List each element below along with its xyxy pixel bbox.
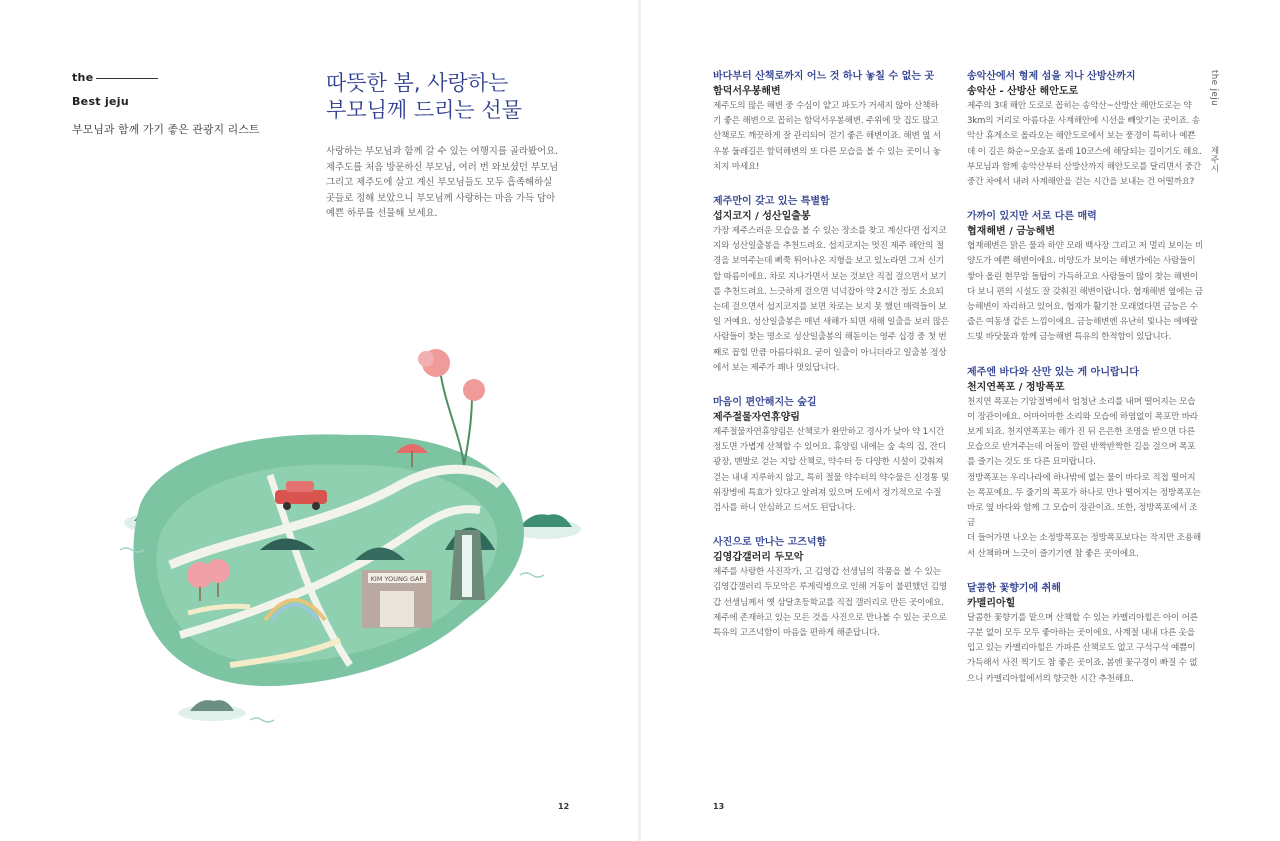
spot-name: 카멜리아힐 bbox=[967, 597, 1016, 609]
body-line: 제주에 존재하고 있는 모든 것을 사진으로 만나볼 수 있는 곳으로 bbox=[713, 612, 947, 623]
gallery-building bbox=[362, 570, 432, 628]
body-line: 드빛 바닷물과 함께 금능해변 특유의 한적함이 있답니다. bbox=[967, 332, 1172, 343]
spot-category: 가까이 있지만 서로 다른 매력 bbox=[967, 211, 1097, 223]
body-line: 가득해서 사진 찍기도 참 좋은 곳이죠. 봄엔 꽃구경이 빠질 수 없 bbox=[967, 658, 1198, 669]
body-line: 악산 휴게소로 올라오는 해안도로에서 보는 풍경이 특히나 예쁜 bbox=[967, 131, 1196, 142]
body-line: 특유의 고즈넉함이 마음을 편하게 해준답니다. bbox=[713, 628, 880, 639]
spot-name: 김영갑갤러리 두모악 bbox=[713, 552, 804, 564]
column-left bbox=[713, 70, 951, 661]
body-line: 경을 보여주는데 삐쭉 튀어나온 지형을 보고 있노라면 그저 신기 bbox=[713, 256, 944, 267]
spot-section bbox=[967, 70, 1205, 190]
gallery-sign: KIM YOUNG GAP bbox=[370, 575, 424, 583]
body-line: 를 즐기는 것도 또 다른 묘미랍니다. bbox=[967, 457, 1096, 468]
spot-category: 마음이 편안해지는 숲길 bbox=[713, 397, 817, 409]
headline bbox=[326, 70, 616, 124]
body-line: 김영갑갤러리 두모악은 루게릭병으로 인해 거동이 불편했던 김영 bbox=[713, 582, 947, 593]
headline-line-2: 부모님께 드리는 선물 bbox=[326, 98, 522, 122]
body-line: 는데 걸으면서 섭지코지를 보면 차로는 보지 못 했던 매력들이 보 bbox=[713, 302, 947, 313]
body-line: 제주를 사랑한 사진작가, 고 김영갑 선생님의 작품을 볼 수 있는 bbox=[713, 567, 941, 578]
spot-description bbox=[967, 239, 1205, 345]
kicker-title: Best jeju bbox=[72, 95, 130, 108]
spot-section bbox=[967, 210, 1205, 345]
spot-section bbox=[713, 536, 951, 641]
spot-description bbox=[967, 99, 1205, 190]
body-line: 입고 있는 카멜리아힐은 가파른 산책로도 없고 구석구석 예쁨이 bbox=[967, 643, 1196, 654]
intro-line: 곳들로 정해 보았으니 부모님께 사랑하는 마음 가득 담아 bbox=[326, 192, 556, 204]
jeju-island-illustration bbox=[100, 335, 590, 735]
body-line: 다 보니 편의 시설도 잘 갖춰진 해변이랍니다. 협재해변 옆에는 금 bbox=[967, 286, 1203, 297]
body-line: 기 좋은 해변으로 꼽히는 함덕서우봉해변. 주위에 맛 집도 많고 bbox=[713, 116, 939, 127]
body-line: 우봉 둘레길은 함덕해변의 또 다른 모습을 볼 수 있는 곳이니 놓 bbox=[713, 146, 941, 157]
intro-line: 제주도를 처음 방문하신 부모님, 여러 번 와보셨던 부모님 bbox=[326, 161, 559, 173]
spot-name: 천지연폭포 / 정방폭포 bbox=[967, 381, 1065, 393]
body-line: 째로 꼽힐 만큼 아름다워요. 굳이 일출이 아니더라고 일출봉 정상 bbox=[713, 347, 947, 358]
spot-description bbox=[713, 565, 951, 641]
body-line: 정도면 가볍게 산책할 수 있어요. 휴양림 내에는 숲 속의 집, 잔디 bbox=[713, 442, 946, 453]
intro-line: 그리고 제주도에 살고 계신 부모님들도 모두 흡족해하실 bbox=[326, 177, 553, 189]
body-line: 더 들어가면 나오는 소정방폭포는 정방폭포보다는 작지만 조용해 bbox=[967, 533, 1201, 544]
body-line: 치지 마세요! bbox=[713, 161, 760, 172]
running-head-en: the jeju bbox=[1209, 70, 1219, 106]
kicker-rule bbox=[96, 78, 158, 79]
body-line: 보게 되죠. 천지연폭포는 해가 진 뒤 은은한 조명을 받으면 다른 bbox=[967, 427, 1195, 438]
intro-paragraph bbox=[326, 144, 576, 222]
kicker-the: the bbox=[72, 71, 94, 84]
body-line: 으니 카멜리아힐에서의 향긋한 시간 추천해요. bbox=[967, 673, 1134, 684]
spot-description bbox=[967, 395, 1205, 562]
body-line: 줍은 여동생 같은 느낌이에요. 금능해변엔 유난히 빛나는 에메랄 bbox=[967, 317, 1198, 328]
body-line: 구분 없이 모두 모두 좋아하는 곳이에요. 사계절 내내 다른 옷을 bbox=[967, 628, 1195, 639]
running-head bbox=[1208, 70, 1220, 173]
spot-category: 사진으로 만나는 고즈넉함 bbox=[713, 537, 827, 549]
body-line: 광장, 맨발로 걷는 지압 산책로, 약수터 등 다양한 시설이 갖춰져 bbox=[713, 457, 944, 468]
spot-category: 제주엔 바다와 산만 있는 게 아니랍니다 bbox=[967, 366, 1139, 378]
body-line: 제주의 3대 해안 도로로 꼽히는 송악산~산방산 해안도로는 약 bbox=[967, 101, 1192, 111]
body-line: 달콤한 꽃향기를 맡으며 산책할 수 있는 카멜리아힐은 아이 어른 bbox=[967, 612, 1198, 623]
running-head-ko: 제주시 bbox=[1209, 146, 1219, 173]
spot-name: 함덕서우봉해변 bbox=[713, 86, 781, 97]
spot-description bbox=[713, 224, 951, 376]
spot-category: 제주만이 갖고 있는 특별함 bbox=[713, 196, 830, 208]
spot-category: 달콤한 꽃향기에 취해 bbox=[967, 582, 1061, 594]
body-line: 협재해변은 맑은 물과 하얀 모래 백사장 그리고 저 멀리 보이는 비 bbox=[967, 241, 1203, 252]
intro-line: 예쁜 하루를 선물해 보세요. bbox=[326, 208, 438, 220]
spot-section bbox=[713, 195, 951, 376]
spot-category: 송악산에서 형제 섬을 지나 산방산까지 bbox=[967, 71, 1136, 82]
body-line: 이 장관이에요. 어마어마한 소리와 모습에 하염없이 폭포만 바라 bbox=[967, 411, 1198, 422]
spot-description bbox=[967, 611, 1205, 687]
spot-name: 송악산 - 산방산 해안도로 bbox=[967, 86, 1079, 97]
body-line: 걷는 내내 지루하지 않고, 특히 절물 약수터의 약수물은 신경통 및 bbox=[713, 472, 949, 483]
intro-line: 사랑하는 부모님과 함께 갈 수 있는 여행지를 골라봤어요. bbox=[326, 146, 559, 157]
spot-name: 섭지코지 / 성산일출봉 bbox=[713, 211, 811, 223]
body-line: 중간 차에서 내려 사계해안을 걷는 시간을 보내는 건 어떨까요? bbox=[967, 177, 1195, 188]
spot-name: 제주절물자연휴양림 bbox=[713, 412, 800, 424]
body-line: 에서 보는 제주가 꽤나 멋있답니다. bbox=[713, 362, 840, 373]
spot-category: 바다부터 산책로까지 어느 것 하나 놓칠 수 없는 곳 bbox=[713, 71, 935, 82]
body-line: 산책로도 깨끗하게 잘 관리되어 걷기 좋은 해변이죠. 해변 옆 서 bbox=[713, 131, 941, 142]
body-line: 모습으로 반겨주는데 어둠이 깔린 반짝반짝한 길을 걸으며 폭포 bbox=[967, 442, 1196, 453]
page-number-left: 12 bbox=[558, 802, 570, 811]
spot-section bbox=[967, 366, 1205, 562]
body-line: 능해변이 자리하고 있어요. 협재가 활기찬 모래였다면 금능은 수 bbox=[967, 302, 1198, 313]
body-line: 제주절물자연휴양림은 산책로가 완만하고 경사가 낮아 약 1시간 bbox=[713, 427, 945, 438]
body-line: 데 이 길은 화순~모슬포 올레 10코스에 해당되는 길이기도 해요. bbox=[967, 146, 1202, 157]
spot-section bbox=[713, 396, 951, 516]
spot-description bbox=[713, 99, 951, 175]
islet-bottom bbox=[178, 700, 246, 721]
body-line: 사람들이 찾는 명소로 성산일출봉의 해돋이는 영주 십경 중 첫 번 bbox=[713, 332, 947, 343]
spot-section bbox=[713, 70, 951, 175]
body-line: 3km의 거리로 아름다운 사계해안에 시선을 빼앗기는 곳이죠. 송 bbox=[967, 116, 1200, 127]
spot-name: 협재해변 / 금능해변 bbox=[967, 226, 1055, 238]
body-line: 쌓아 올린 현무암 돌탑이 가득하고요 사람들이 많이 찾는 해변이 bbox=[967, 271, 1198, 282]
spot-section bbox=[967, 582, 1205, 687]
waterfall bbox=[450, 530, 485, 600]
page-number-right: 13 bbox=[713, 802, 725, 811]
body-line: 양도가 예쁜 해변이에요. 비양도가 보이는 해변가에는 사람들이 bbox=[967, 256, 1196, 267]
body-line: 검사를 하니 안심하고 드셔도 된답니다. bbox=[713, 503, 856, 514]
headline-line-1: 따뜻한 봄, 사랑하는 bbox=[326, 71, 509, 95]
column-right bbox=[967, 70, 1205, 707]
body-line: 바로 옆 바다와 함께 그 모습이 장관이죠. 또한, 정방폭포에서 조금 bbox=[967, 503, 1198, 529]
body-line: 지와 성산일출봉을 추천드려요. 섭지코지는 멋진 제주 해안의 절 bbox=[713, 241, 944, 252]
body-line: 일 거예요. 성산일출봉은 매년 새해가 되면 새해 일출을 보러 많은 bbox=[713, 317, 949, 328]
body-line: 정방폭포는 우리나라에 하나밖에 없는 물이 바다로 직접 떨어지 bbox=[967, 472, 1196, 483]
spot-description bbox=[713, 425, 951, 516]
kicker-subtitle: 부모님과 함께 가기 좋은 관광지 리스트 bbox=[72, 123, 260, 136]
body-line: 서 산책하며 느긋이 즐기기엔 참 좋은 곳이에요. bbox=[967, 548, 1139, 559]
body-line: 가장 제주스러운 모습을 볼 수 있는 장소를 찾고 계신다면 섭지코 bbox=[713, 226, 947, 237]
body-line: 천지연 폭포는 기암절벽에서 엄청난 소리를 내며 떨어지는 모습 bbox=[967, 396, 1196, 407]
body-line: 는 폭포예요. 두 줄기의 폭포가 하나로 만나 떨어지는 정방폭포는 bbox=[967, 487, 1201, 498]
body-line: 제주도의 많은 해변 중 수심이 얕고 파도가 거세지 않아 산책하 bbox=[713, 101, 939, 111]
body-line: 위장병에 특효가 있다고 알려져 있으며 도에서 정기적으로 수질 bbox=[713, 487, 942, 498]
body-line: 갑 선생님께서 옛 삼달초등학교를 직접 갤러리로 만든 곳이에요. bbox=[713, 597, 944, 608]
body-line: 부모님과 함께 송악산부터 산방산까지 해안도로를 달리면서 중간 bbox=[967, 161, 1201, 172]
body-line: 할 따름이에요. 차로 지나가면서 보는 것보단 직접 걸으면서 보기 bbox=[713, 271, 947, 282]
body-line: 를 추천드려요. 느긋하게 걸으면 넉넉잡아 약 2시간 정도 소요되 bbox=[713, 286, 944, 297]
